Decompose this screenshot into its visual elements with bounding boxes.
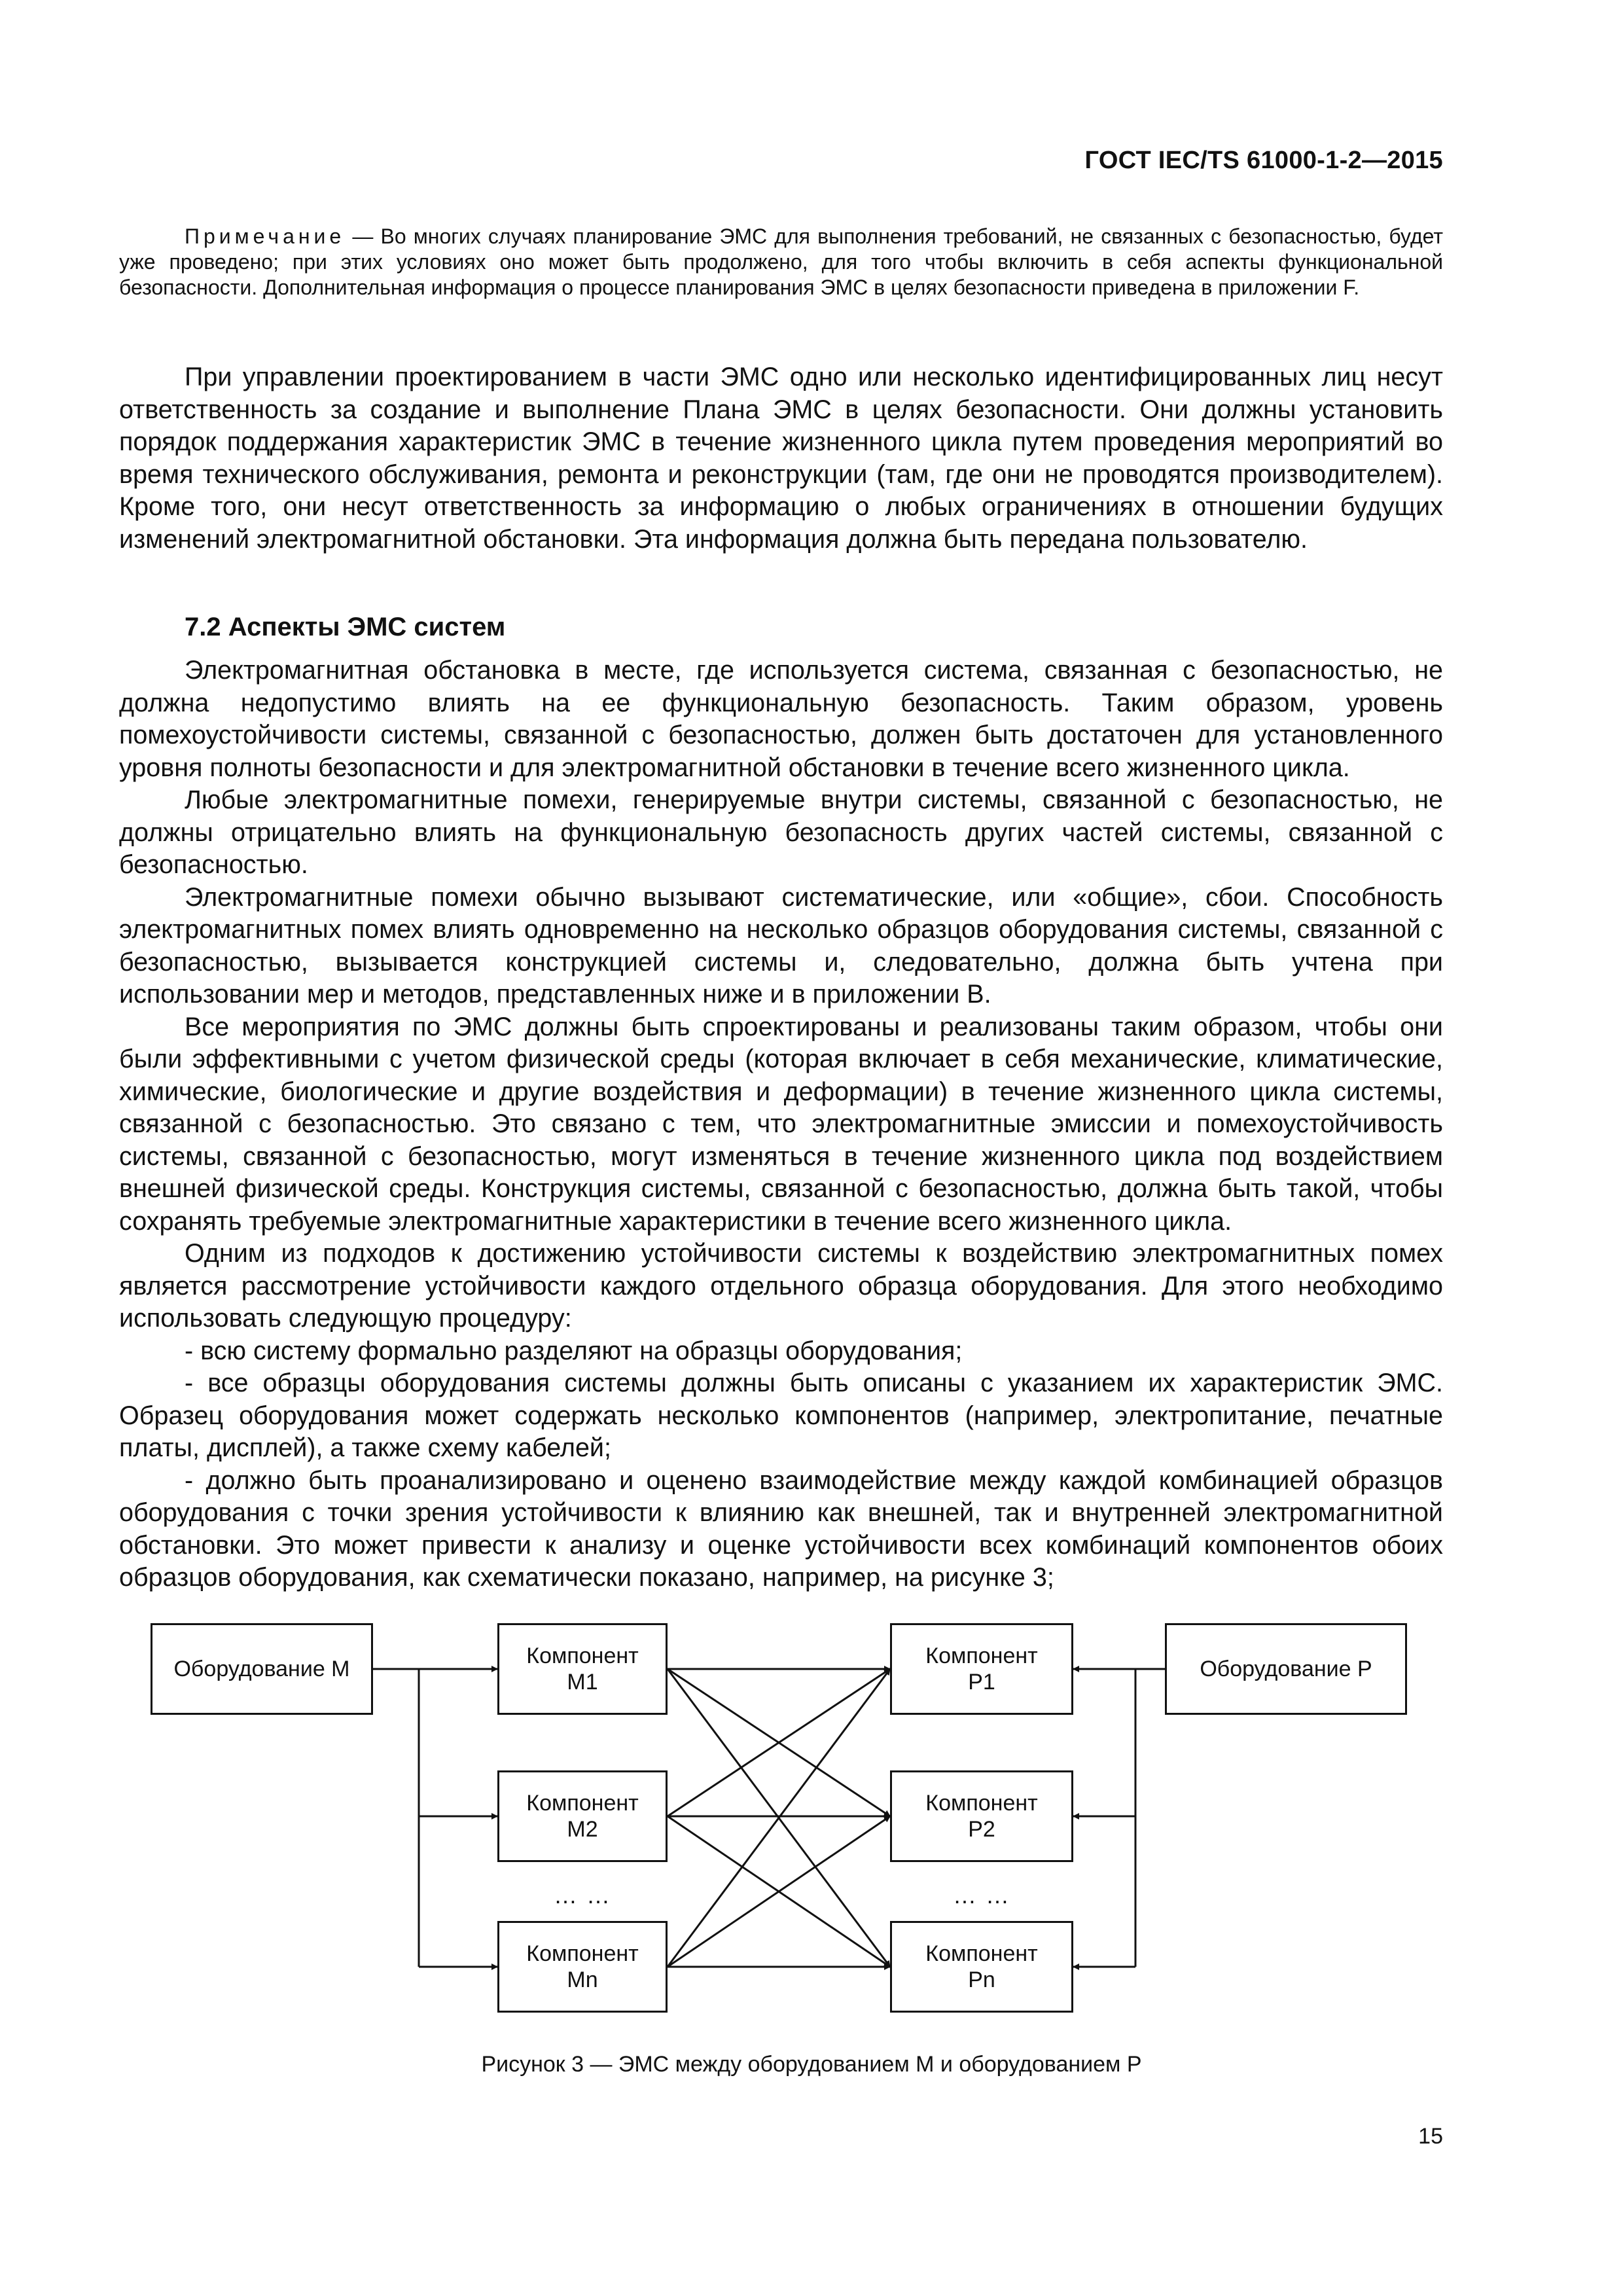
ellipsis-p: … … [952,1882,1010,1909]
figure-caption: Рисунок 3 — ЭМС между оборудованием М и оборудованием Р [481,2052,1142,2077]
section-paragraph: Одним из подходов к достижению устойчивости системы к воздействию электромагнитных помех является рассмотрение устойчивости каждого отдельного образца оборудования. Для этого необходимо использовать следующую процедуру: [119,1239,1443,1333]
section-title: 7.2 Аспекты ЭМС систем [185,613,506,641]
equipment-p-box [1165,1623,1407,1715]
component-id: М1 [567,1670,598,1695]
section-7-2-body [119,655,1443,1594]
section-paragraph: Электромагнитные помехи обычно вызывают систематические, или «общие», сбои. Способность электромагнитных помех влиять одновременно на несколько образцов оборудования системы, связанной с безопасностью, вызывается конструкцией системы и, следовательно, должна быть учтена при использовании мер и методов, представленных ниже и в приложении В. [119,882,1443,1009]
list-item: - всю систему формально разделяют на образцы оборудования; [185,1336,963,1365]
component-label: Компонент [526,1941,639,1966]
component-m1-box [497,1623,668,1715]
component-label: Компонент [925,1643,1038,1668]
component-pn-box [890,1921,1073,2013]
paragraph-emc-responsibility: При управлении проектированием в части ЭМС одно или несколько идентифицированных лиц несут ответственность за создание и выполнение Плана ЭМС в целях безопасности. Они должны установить порядок поддержания характеристик ЭМС в течение жизненного цикла путем проведения мероприятий во время технического обслуживания, ремонта и реконструкции (там, где они не проводятся производителем). Кроме того, они несут ответственность за информацию о любых ограничениях в отношении будущих изменений электромагнитной обстановки. Эта информация должна быть передана пользователю. [119,363,1443,554]
component-label: Компонент [925,1791,1038,1816]
section-paragraph: Все мероприятия по ЭМС должны быть спроектированы и реализованы таким образом, чтобы они были эффективными с учетом физической среды (которая включает в себя механические, климатические, химические, биологические и другие воздействия и деформации) в течение жизненного цикла системы, связанной с безопасностью. Это связано с тем, что электромагнитные эмиссии и помехоустойчивость системы, связанной с безопасностью, могут изменяться в течение жизненного цикла под воздействием внешней физической среды. Конструкция системы, связанной с безопасностью, должна быть такой, чтобы сохранять требуемые электромагнитные характеристики в течение всего жизненного цикла. [119,1012,1443,1236]
note-label: Примечание [185,224,346,248]
list-item: - все образцы оборудования системы должны быть описаны с указанием их характеристик ЭМС. Образец оборудования может содержать несколько компонентов (например, электропитание, печатные платы, дисплей), а также схему кабелей; [119,1369,1443,1462]
equipment-p-label: Оборудование Р [1200,1657,1372,1681]
component-p2-box [890,1770,1073,1862]
page-number: 15 [1418,2124,1443,2149]
component-id: Р1 [968,1670,995,1695]
component-p1-box [890,1623,1073,1715]
note-text: — Во многих случаях планирование ЭМС для выполнения требований, не связанных с безопасностью, будет уже проведено; при этих условиях оно может быть продолжено, для того чтобы включить в себя аспекты функциональной безопасности. Дополнительная информация о процессе планирования ЭМС в целях безопасности приведена в приложении F. [119,224,1443,299]
figure-3-diagram [131,1623,1440,2042]
component-id: Р2 [968,1817,995,1842]
component-id: Мn [567,1967,598,1992]
note-paragraph [119,224,1443,300]
component-mn-box [497,1921,668,2013]
standard-header: ГОСТ IEC/TS 61000-1-2—2015 [1084,147,1443,174]
list-item: - должно быть проанализировано и оценено взаимодействие между каждой комбинацией образцов оборудования с точки зрения устойчивости к влиянию как внешней, так и внутренней электромагнитной обстановки. Это может привести к анализу и оценке устойчивости всех комбинаций компонентов обоих образцов оборудования, как схематически показано, например, на рисунке 3; [119,1465,1443,1592]
component-label: Компонент [526,1643,639,1668]
component-m2-box [497,1770,668,1862]
section-paragraph: Электромагнитная обстановка в месте, где используется система, связанная с безопасностью, не должна недопустимо влиять на ее функциональную безопасность. Таким образом, уровень помехоустойчивости системы, связанной с безопасностью, должен быть достаточен для установленного уровня полноты безопасности и для электромагнитной обстановки в течение всего жизненного цикла. [119,656,1443,782]
equipment-m-label: Оборудование М [173,1657,350,1681]
component-label: Компонент [925,1941,1038,1966]
equipment-m-box [151,1623,373,1715]
section-paragraph: Любые электромагнитные помехи, генерируемые внутри системы, связанной с безопасностью, не должны отрицательно влиять на функциональную безопасность других частей системы, связанной с безопасностью. [119,785,1443,879]
component-id: Рn [968,1967,995,1992]
component-label: Компонент [526,1791,639,1816]
component-id: М2 [567,1817,598,1842]
ellipsis-m: … … [553,1882,611,1909]
